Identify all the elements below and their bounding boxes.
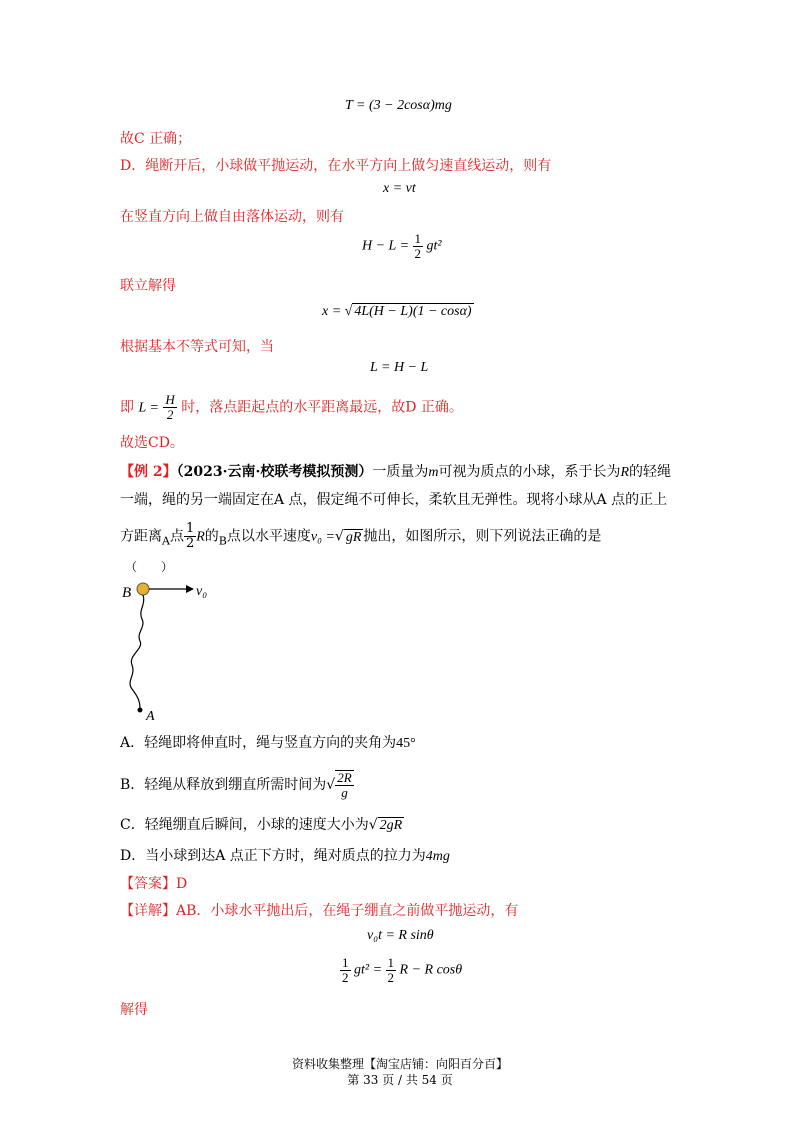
option-a: A．轻绳即将伸直时，绳与竖直方向的夹角为45° bbox=[120, 735, 416, 751]
text-choose-cd: 故选CD。 bbox=[120, 435, 184, 451]
equation-x-sqrt: x = √ 4L(H − L)(1 − cosα) bbox=[322, 304, 472, 319]
text-combine: 联立解得 bbox=[120, 278, 176, 294]
point-a-dot bbox=[138, 708, 143, 713]
text-vertical-motion: 在竖直方向上做自由落体运动，则有 bbox=[120, 209, 344, 225]
example-line-2: 一端，绳的另一端固定在A 点，假定绳不可伸长，柔软且无弹性。现将小球从A 点的正上 bbox=[120, 492, 668, 508]
answer-label: 【答案】D bbox=[120, 876, 188, 892]
equation-l-equals: L = H − L bbox=[370, 360, 429, 375]
example-line-1: 【例 2】（2023·云南·校联考模拟预测）一质量为m可视为质点的小球，系于长为R的轻绳 bbox=[120, 464, 672, 480]
option-d: D．当小球到达A 点正下方时，绳对质点的拉力为4mg bbox=[120, 848, 450, 864]
text-ji-conclusion: 即 L = $\frac{H}{2}$ 时，落点距起点的水平距离最远，故D 正确。 bbox=[120, 392, 463, 422]
figure-label-b: B bbox=[122, 585, 132, 601]
option-b: B．轻绳从释放到绷直所需时间为√ $\frac{2R}{g}$ bbox=[120, 770, 352, 800]
equation-h-minus-l: H − L = $\frac{1}{2}$ gt² bbox=[362, 231, 442, 261]
equation-x-vt: x = vt bbox=[383, 181, 416, 196]
equation-tension: T = (3 − 2cosα)mg bbox=[345, 98, 452, 113]
figure-ball-rope bbox=[118, 575, 218, 725]
example-line-3: 方距离$_A$点 $\frac{1}{2}$ R的$_B$点以水平速度v₀ =√ gR 抛出，如图所示，则下列说法正确的是 bbox=[120, 521, 602, 551]
text-c-correct: 故C 正确； bbox=[120, 131, 192, 147]
figure-label-a: A bbox=[146, 709, 155, 724]
footer-page-number: 第 33 页 / 共 54 页 bbox=[347, 1073, 453, 1087]
footer-source: 资料收集整理【淘宝店铺：向阳百分百】 bbox=[291, 1057, 508, 1071]
equation-half-gt2: $\frac{1}{2}$ gt² = $\frac{1}{2}$ R − R cosθ bbox=[342, 955, 463, 985]
figure-label-v0: v₀ bbox=[196, 584, 208, 599]
option-c: C．轻绳绷直后瞬间，小球的速度大小为√ 2gR bbox=[120, 817, 403, 833]
answer-paren: （ ） bbox=[125, 560, 174, 574]
rope-line bbox=[130, 595, 144, 709]
arrow-head-icon bbox=[186, 585, 194, 593]
equation-v0t: v₀t = R sinθ bbox=[367, 928, 434, 943]
ball-icon bbox=[137, 583, 149, 595]
text-inequality: 根据基本不等式可知，当 bbox=[120, 339, 274, 355]
text-solve: 解得 bbox=[120, 1002, 148, 1018]
detail-label: 【详解】AB．小球水平抛出后，在绳子绷直之前做平抛运动，有 bbox=[120, 903, 519, 919]
text-option-d-explanation: D．绳断开后，小球做平抛运动，在水平方向上做匀速直线运动，则有 bbox=[120, 158, 552, 174]
